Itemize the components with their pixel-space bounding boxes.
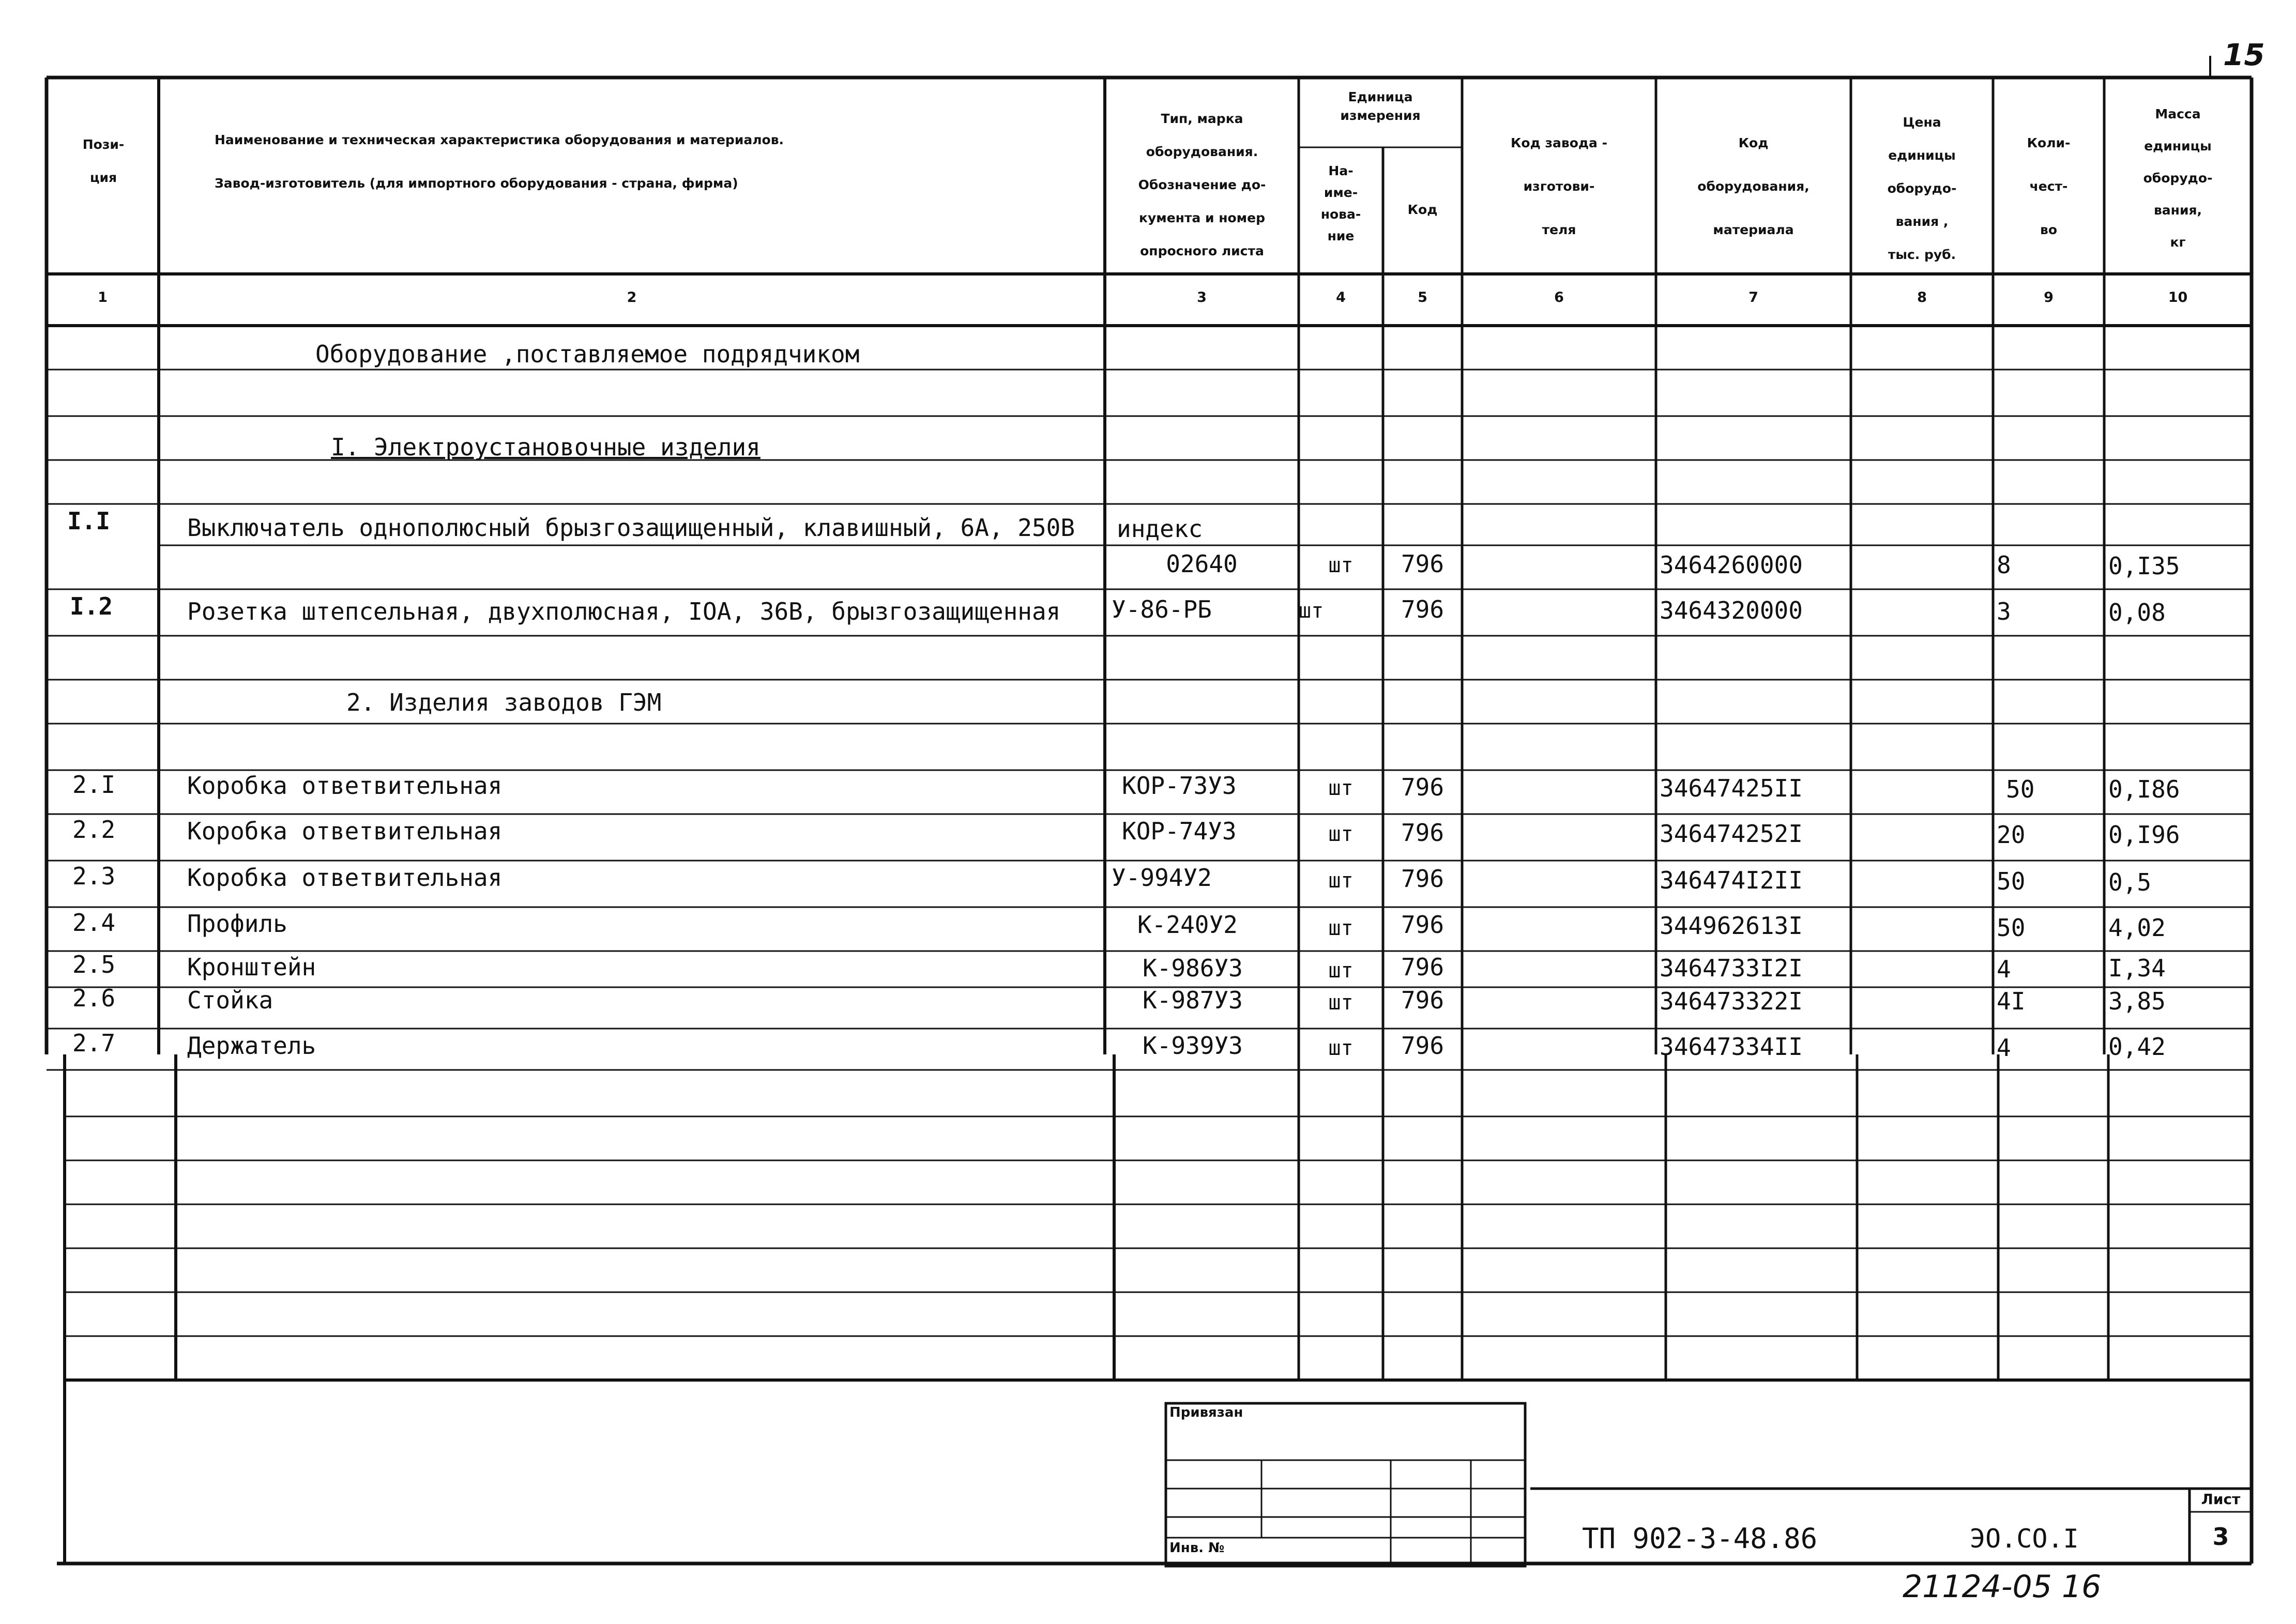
cell-unit: шт	[1328, 822, 1354, 846]
document-code-secondary: ЭО.СО.I	[1970, 1524, 2079, 1554]
sheet-number: 3	[2212, 1523, 2229, 1551]
cell-mass: 0,08	[2108, 599, 2166, 626]
header-col1: Пози- ция	[82, 137, 125, 185]
header-col4: На- име- нова- ние	[1320, 163, 1361, 243]
stamp-inv: Инв. №	[1169, 1540, 1225, 1556]
cell-type: 02640	[1166, 550, 1238, 578]
cell-unit-code: 796	[1401, 819, 1444, 847]
cell-mass: 0,I35	[2108, 552, 2180, 580]
col-number: 7	[1748, 289, 1758, 305]
cell-type: К-939У3	[1143, 1032, 1243, 1060]
header-col6: Код завода - изготови- теля	[1510, 135, 1608, 237]
header-unit-group: Единица измерения	[1340, 89, 1421, 123]
section-title-2: 2. Изделия заводов ГЭМ	[346, 688, 662, 716]
cell-position: 2.3	[72, 862, 116, 890]
cell-mass: I,34	[2108, 954, 2166, 982]
sheet-label: Лист	[2201, 1491, 2241, 1508]
cell-unit: шт	[1299, 599, 1324, 623]
cell-name: Коробка ответвительная	[187, 772, 503, 800]
cell-type: КОР-74У3	[1122, 817, 1237, 845]
col-number: 10	[2168, 289, 2188, 305]
cell-unit-code: 796	[1401, 595, 1444, 623]
section-title-main: Оборудование ,поставляемое подрядчиком	[315, 340, 860, 368]
page-number: 15	[2223, 37, 2265, 72]
col-number: 6	[1554, 289, 1564, 305]
header-col7: Код оборудования, материала	[1697, 135, 1810, 237]
col-number: 5	[1418, 289, 1427, 305]
cell-type: К-987У3	[1143, 986, 1243, 1014]
cell-type: К-986У3	[1143, 954, 1243, 982]
cell-type: индекс	[1117, 515, 1203, 543]
cell-position: I.2	[70, 592, 113, 620]
col-number: 2	[627, 289, 637, 305]
cell-unit-code: 796	[1401, 953, 1444, 981]
header-col2: Наименование и техническая характеристика оборудования и материалов. Завод-изготовитель (для импортного оборудования - страна, фирма)	[215, 132, 784, 191]
cell-code: 3464320000	[1660, 596, 1803, 624]
cell-name: Стойка	[187, 986, 273, 1014]
cell-type: У-994У2	[1112, 864, 1212, 892]
cell-name: Профиль	[187, 910, 287, 938]
cell-name: Коробка ответвительная	[187, 817, 503, 845]
header-col3: Тип, марка оборудования. Обозначение до- кумента и номер опросного листа	[1138, 111, 1266, 258]
cell-name: Розетка штепсельная, двухполюсная, IOA, 36В, брызгозащищенная	[187, 597, 1061, 625]
cell-position: 2.5	[72, 951, 116, 978]
cell-type: У-86-РБ	[1112, 595, 1212, 623]
cell-name: Кронштейн	[187, 953, 316, 981]
cell-unit-code: 796	[1401, 865, 1444, 893]
col-number: 4	[1336, 289, 1346, 305]
cell-code: 34647334II	[1660, 1033, 1803, 1061]
col-number: 3	[1197, 289, 1207, 305]
col-number: 9	[2044, 289, 2054, 305]
cell-qty: 4	[1997, 1034, 2011, 1062]
cell-code: 34647425II	[1660, 774, 1803, 802]
cell-unit: шт	[1328, 869, 1354, 893]
cell-unit: шт	[1328, 959, 1354, 983]
col-number: 8	[1917, 289, 1927, 305]
stamp-privyazan: Привязан	[1169, 1405, 1243, 1420]
cell-position: 2.2	[72, 816, 116, 844]
cell-position: 2.6	[72, 984, 116, 1012]
cell-unit: шт	[1328, 1036, 1354, 1060]
cell-code: 344962613I	[1660, 912, 1803, 940]
cell-qty: 20	[1997, 821, 2026, 849]
cell-code: 3464260000	[1660, 551, 1803, 579]
cell-mass: 3,85	[2108, 987, 2166, 1015]
cell-unit: шт	[1328, 776, 1354, 800]
cell-type: К-240У2	[1137, 911, 1238, 939]
cell-mass: 4,02	[2108, 914, 2166, 942]
cell-qty: 4	[1997, 955, 2011, 983]
cell-code: 346474I2II	[1660, 866, 1803, 894]
cell-code: 3464733I2I	[1660, 954, 1803, 982]
cell-qty: 50	[1997, 867, 2026, 895]
cell-unit: шт	[1328, 991, 1354, 1015]
cell-name: Коробка ответвительная	[187, 864, 503, 892]
cell-qty: 4I	[1997, 987, 2026, 1015]
cell-position: 2.4	[72, 909, 116, 937]
cell-unit-code: 796	[1401, 773, 1444, 801]
cell-position: I.I	[67, 507, 111, 535]
cell-qty: 50	[2006, 775, 2035, 803]
cell-qty: 50	[1997, 914, 2026, 942]
header-col10: Масса единицы оборудо- вания, кг	[2143, 106, 2213, 250]
cell-code: 346473322I	[1660, 987, 1803, 1015]
cell-mass: 0,I96	[2108, 821, 2180, 849]
cell-unit-code: 796	[1401, 550, 1444, 578]
cell-unit-code: 796	[1401, 986, 1444, 1014]
cell-mass: 0,42	[2108, 1033, 2166, 1061]
header-col8: Цена единицы оборудо- вания , тыс. руб.	[1887, 115, 1957, 262]
cell-mass: 0,5	[2108, 868, 2152, 896]
cell-position: 2.I	[72, 771, 116, 799]
archive-number: 21124-05 16	[1903, 1569, 2102, 1605]
cell-qty: 8	[1997, 551, 2011, 579]
cell-code: 346474252I	[1660, 820, 1803, 848]
cell-type: КОР-73У3	[1122, 772, 1237, 800]
cell-mass: 0,I86	[2108, 775, 2180, 803]
header-col5: Код	[1407, 202, 1438, 217]
section-title-1: I. Электроустановочные изделия	[331, 433, 761, 461]
col-number: 1	[98, 289, 108, 305]
cell-unit: шт	[1328, 554, 1354, 577]
cell-unit: шт	[1328, 916, 1354, 940]
cell-name: Выключатель однополюсный брызгозащищенный, клавишный, 6А, 250В	[187, 514, 1075, 542]
cell-unit-code: 796	[1401, 911, 1444, 939]
header-col9: Коли- чест- во	[2027, 135, 2071, 237]
cell-position: 2.7	[72, 1029, 116, 1057]
document-code: ТП 902-3-48.86	[1582, 1522, 1818, 1555]
cell-qty: 3	[1997, 597, 2011, 625]
cell-name: Держатель	[187, 1032, 316, 1060]
cell-unit-code: 796	[1401, 1032, 1444, 1060]
